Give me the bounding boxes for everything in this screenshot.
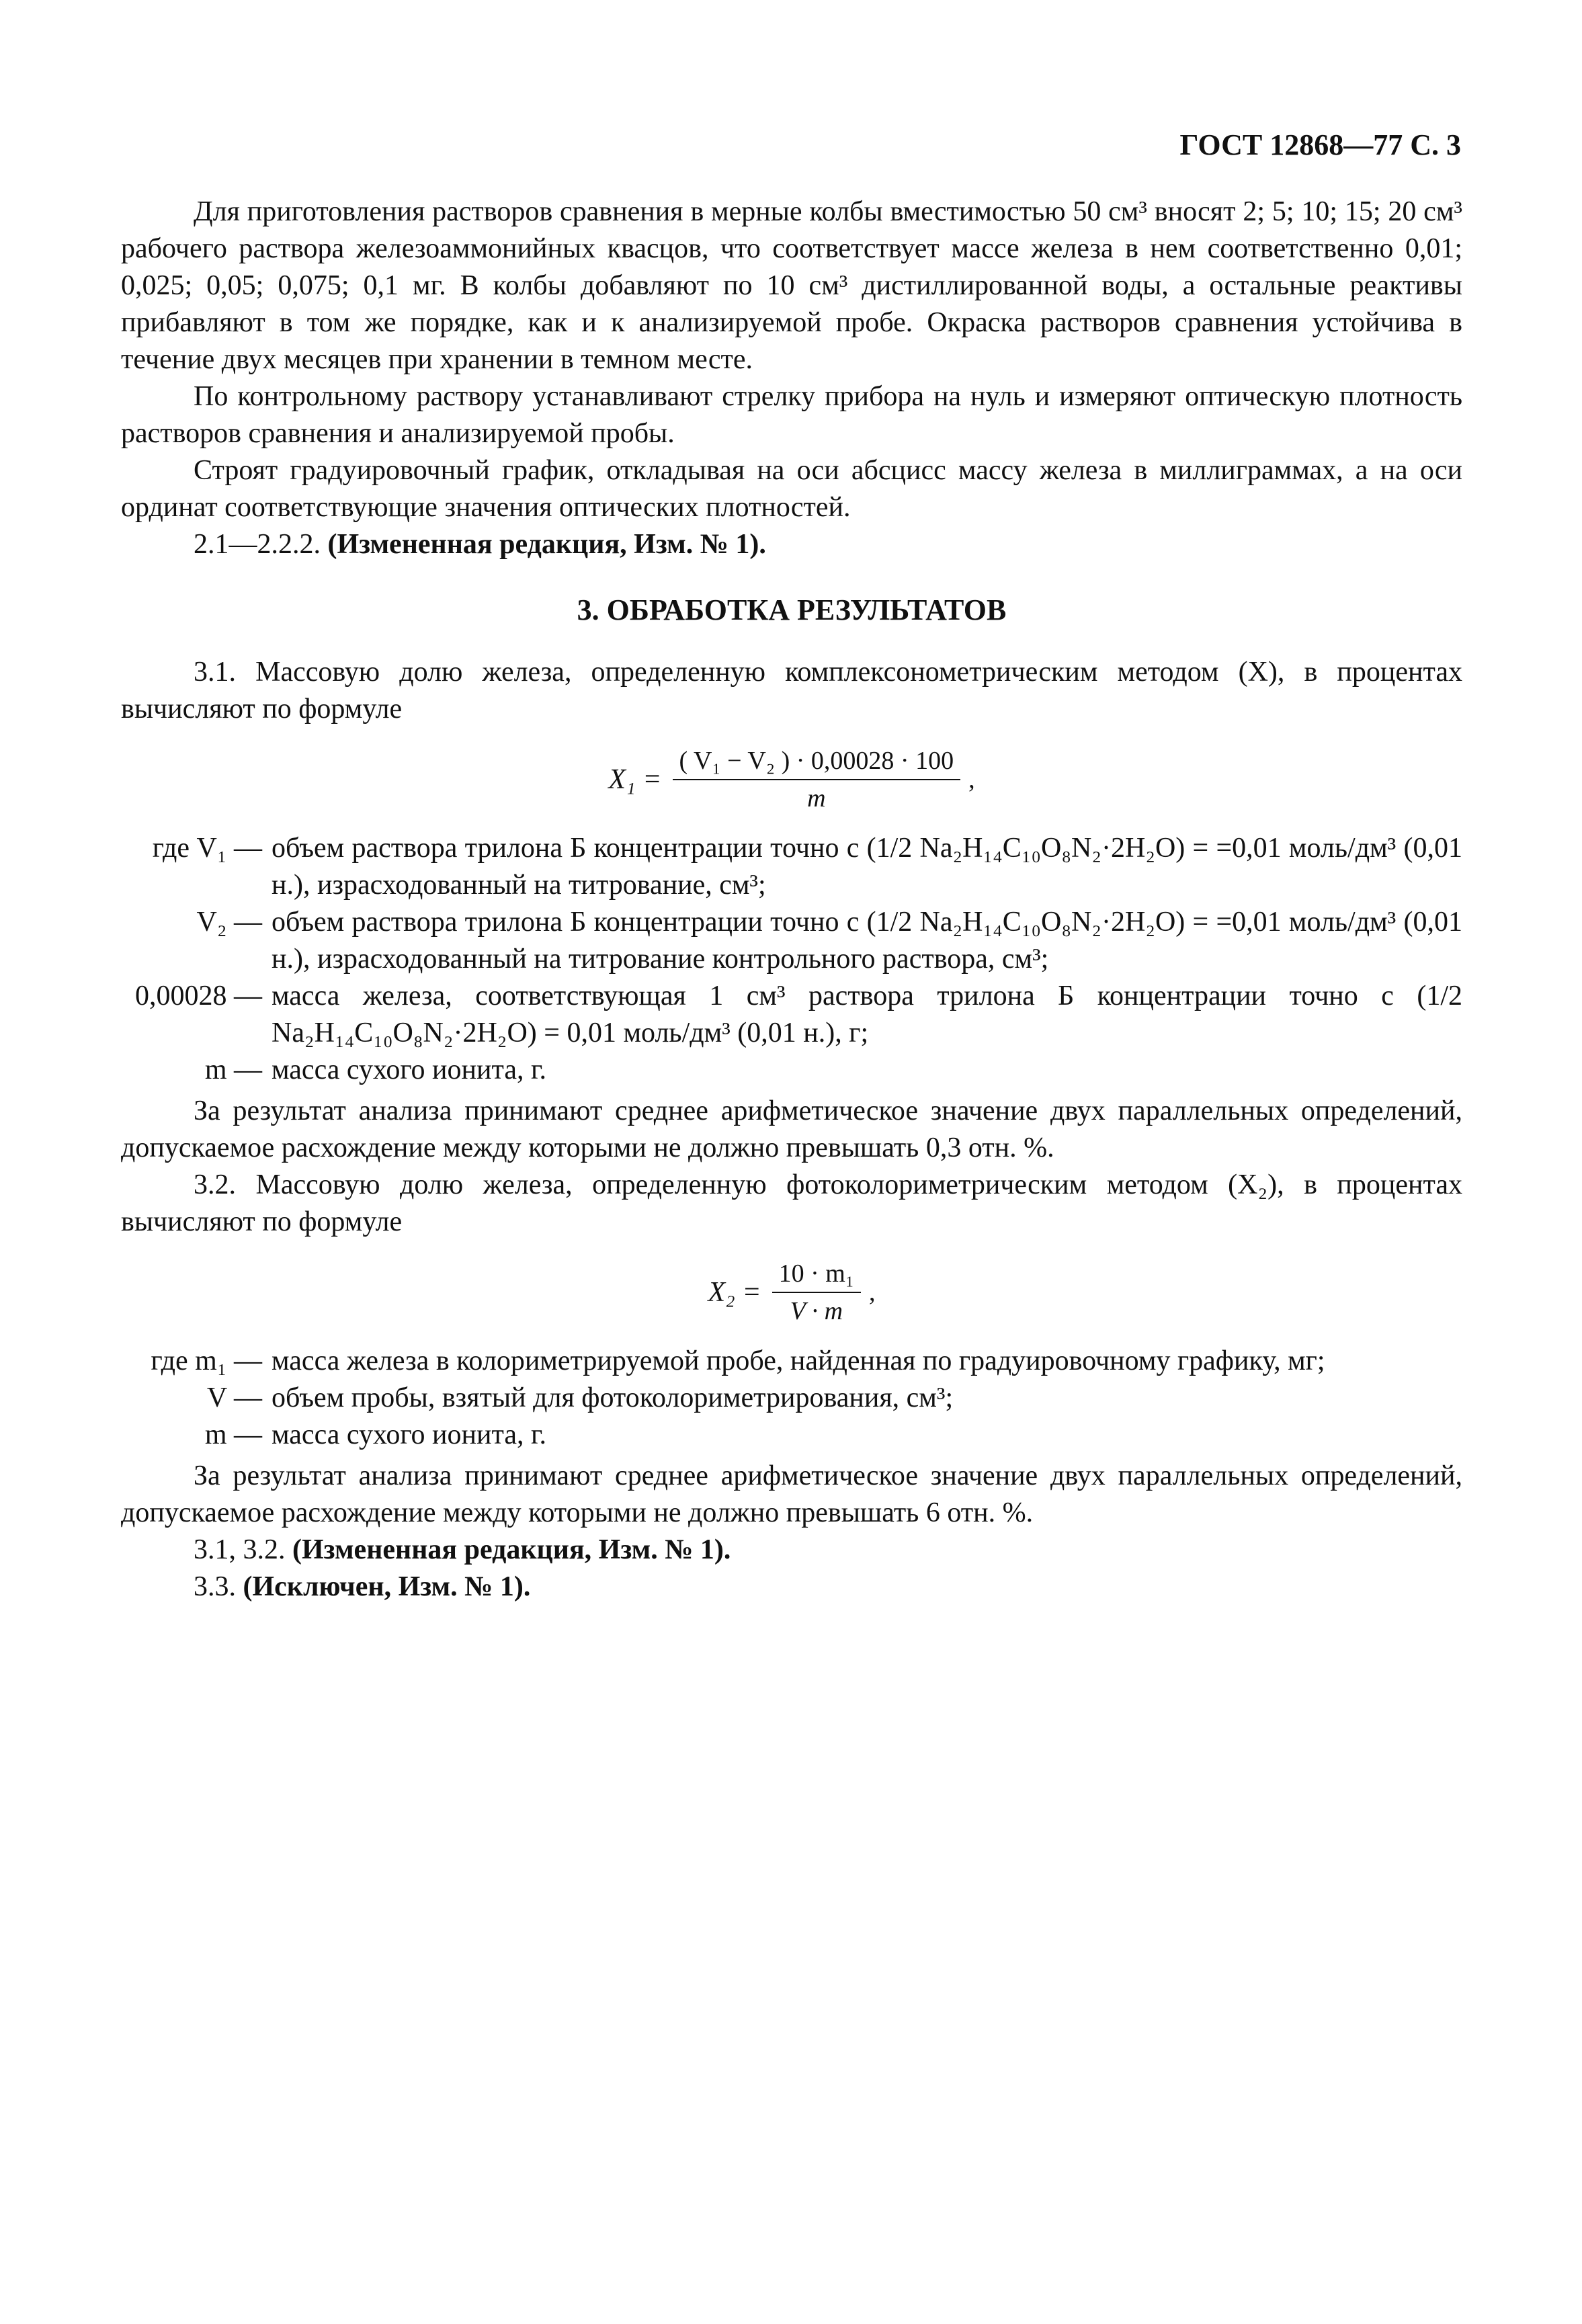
definition-symbol: m —: [204, 1419, 262, 1450]
formula-x1-comma: ,: [968, 765, 975, 794]
paragraph-reference-solutions: Для приготовления растворов сравнения в мерные колбы вместимостью 50 см³ вносят 2; 5; 10; 15; 20 см³ рабочего раствора железоаммонийных квасцов, что соответствует массе железа в нем соответственно 0,01; 0,025; 0,05; 0,075; 0,1 мг. В колбы добавляют по 10 см³ дистиллированной воды, а остальные реактивы прибавляют в том же порядке, как и к анализируемой пробе. Окраска растворов сравнения устойчива в течение двух месяцев при хранении в темном месте.: [121, 196, 1462, 375]
formula-x2: [121, 1258, 1462, 1327]
amendment-text: (Исключен, Изм. № 1).: [243, 1571, 531, 1602]
definition-text: масса железа, соответствующая 1 см³ раствора трилона Б концентрации точно c (1/2 Na₂H₁₄C₁₀O₈N₂·2H₂O) = 0,01 моль/дм³ (0,01 н.), г;: [272, 981, 1462, 1048]
formula-x2-numerator: 10 · m₁: [772, 1258, 861, 1293]
definition-symbol: 0,00028 —: [135, 981, 262, 1011]
paragraph-result-3-2: За результат анализа принимают среднее арифметическое значение двух параллельных определений, допускаемое расхождение между которыми не должно превышать 6 отн. %.: [121, 1460, 1462, 1528]
formula-x1-fraction: [673, 745, 961, 814]
definitions-x1: [121, 830, 1462, 1089]
definition-symbol: где m₁ —: [151, 1345, 262, 1376]
definition-row: [121, 830, 1462, 904]
amendment-ref: 2.1—2.2.2.: [194, 529, 321, 560]
definition-row: [121, 1417, 1462, 1454]
formula-x1-numerator: ( V₁ − V₂ ) · 0,00028 · 100: [673, 745, 961, 780]
paragraph-3-1: 3.1. Массовую долю железа, определенную комплексонометрическим методом (X), в процентах вычисляют по формуле: [121, 657, 1462, 724]
amendment-text: (Измененная редакция, Изм. № 1).: [292, 1534, 731, 1565]
amendment-ref: 3.3.: [194, 1571, 236, 1602]
amendment-note-3-3: [121, 1569, 1462, 1606]
paragraph-calibration-graph: Строят градуировочный график, откладывая на оси абсцисс массу железа в миллиграммах, а на оси ординат соответствующие значения оптических плотностей.: [121, 455, 1462, 523]
definition-row: [121, 1343, 1462, 1380]
formula-x2-lhs: X₂ =: [708, 1276, 761, 1308]
page-header: ГОСТ 12868—77 С. 3: [1179, 128, 1461, 161]
definition-symbol: где V₁ —: [152, 833, 262, 864]
document-body: [121, 194, 1462, 1606]
definition-text: масса сухого ионита, г.: [272, 1054, 546, 1085]
formula-x2-fraction: [772, 1258, 861, 1327]
definition-text: объем раствора трилона Б концентрации точно c (1/2 Na₂H₁₄C₁₀O₈N₂·2H₂O) = =0,01 моль/дм³ (0,01 н.), израсходованный на титрование контрольного раствора, см³;: [272, 907, 1462, 974]
definition-symbol: m —: [204, 1054, 262, 1085]
formula-x1-lhs: X₁ =: [608, 763, 662, 795]
formula-x1-denominator: m: [807, 784, 826, 813]
definition-row: [121, 1052, 1462, 1089]
definition-row: [121, 978, 1462, 1052]
paragraph-control-solution: По контрольному раствору устанавливают стрелку прибора на нуль и измеряют оптическую плотность растворов сравнения и анализируемой пробы.: [121, 381, 1462, 449]
definition-text: масса сухого ионита, г.: [272, 1419, 546, 1450]
definition-symbol: V₂ —: [196, 907, 262, 938]
formula-x2-comma: ,: [869, 1278, 876, 1306]
definition-text: объем раствора трилона Б концентрации точно c (1/2 Na₂H₁₄C₁₀O₈N₂·2H₂O) = =0,01 моль/дм³ (0,01 н.), израсходованный на титрование, см³;: [272, 833, 1462, 901]
definition-text: масса железа в колориметрируемой пробе, найденная по градуировочному графику, мг;: [272, 1345, 1325, 1376]
amendment-text: (Измененная редакция, Изм. № 1).: [327, 529, 766, 560]
paragraph-result-3-1: За результат анализа принимают среднее арифметическое значение двух параллельных определений, допускаемое расхождение между которыми не должно превышать 0,3 отн. %.: [121, 1095, 1462, 1163]
amendment-note-3-1-3-2: [121, 1532, 1462, 1569]
amendment-note-2: [121, 526, 1462, 563]
definition-row: [121, 1380, 1462, 1417]
definition-row: [121, 904, 1462, 978]
paragraph-3-2: 3.2. Массовую долю железа, определенную фотоколориметрическим методом (X₂), в процентах вычисляют по формуле: [121, 1169, 1462, 1237]
formula-x2-denominator: V · m: [790, 1297, 843, 1325]
amendment-ref: 3.1, 3.2.: [194, 1534, 286, 1565]
section-title-results: 3. ОБРАБОТКА РЕЗУЛЬТАТОВ: [577, 593, 1007, 626]
definition-text: объем пробы, взятый для фотоколориметрирования, см³;: [272, 1382, 954, 1413]
definitions-x2: [121, 1343, 1462, 1454]
formula-x1: [121, 745, 1462, 814]
definition-symbol: V —: [206, 1382, 262, 1413]
